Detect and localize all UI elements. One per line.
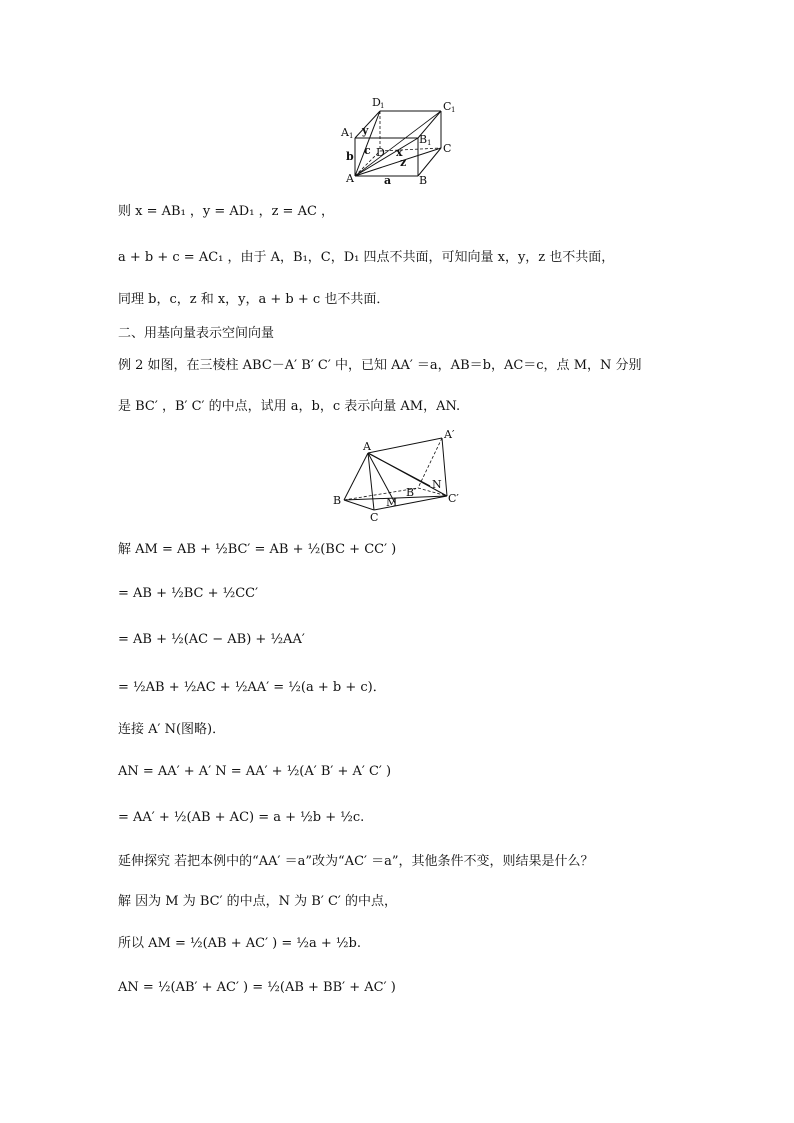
label-a1: A [341,126,349,139]
svg-text:1: 1 [427,139,432,147]
prism-figure [330,428,470,526]
cuboid-figure [338,96,458,186]
solution-line-7: = AA′ + ½(AB + AC) = a + ½b + ½c. [118,810,365,825]
vector-y-label: y [362,124,369,137]
prism-label-m: M [386,496,398,509]
solution-line-6: AN = AA′ + A′ N = AA′ + ½(A′ B′ + A′ C′ ) [118,764,392,779]
section-heading: 二、用基向量表示空间向量 [118,326,275,341]
example-2-line-1: 例 2 如图，在三棱柱 ABC－A′ B′ C′ 中，已知 AA′ ＝a，AB＝b，AC＝c，点 M，N 分别 [118,358,642,373]
label-d1: D [372,96,381,109]
label-b1: B [419,133,428,146]
extension-heading: 延伸探究 若把本例中的“AA′ ＝a”改为“AC′ ＝a”，其他条件不变，则结果是什么？ [118,854,594,869]
prism-label-c-prime: C′ [448,492,459,505]
text-line-2: a + b + c = AC₁ ，由于 A，B₁，C，D₁ 四点不共面，可知向量 x，y，z 也不共面， [118,250,615,265]
prism-label-b-prime: B′ [406,486,417,499]
vector-c-label: c [364,144,371,157]
label-c1: C [443,100,452,113]
vector-a-label: a [384,174,392,186]
label-a: A [346,172,354,185]
extension-solution-1: 解 因为 M 为 BC′ 的中点，N 为 B′ C′ 的中点， [118,894,397,909]
label-b: B [419,174,428,186]
solution-line-2: = AB + ½BC + ½CC′ [118,586,259,601]
svg-text:1: 1 [380,102,385,110]
prism-label-a-prime: A′ [444,428,455,441]
svg-text:1: 1 [451,106,456,114]
prism-label-b: B [333,494,342,507]
prism-label-c: C [370,511,379,524]
extension-solution-3: AN = ½(AB′ + AC′ ) = ½(AB + BB′ + AC′ ) [118,980,396,995]
label-d: D [376,146,385,159]
solution-line-4: = ½AB + ½AC + ½AA′ = ½(a + b + c)． [118,680,386,695]
vector-x-label: x [396,146,403,159]
extension-solution-2: 所以 AM = ½(AB + AC′ ) = ½a + ½b. [118,936,361,951]
solution-line-1: 解 AM = AB + ½BC′ = AB + ½(BC + CC′ ) [118,542,397,557]
label-c: C [443,142,452,155]
solution-line-3: = AB + ½(AC − AB) + ½AA′ [118,632,305,647]
vector-z-label: z [400,156,407,169]
prism-label-n: N [432,478,442,491]
vector-b-label: b [346,150,354,163]
text-line-3: 同理 b，c，z 和 x，y，a + b + c 也不共面． [118,292,390,307]
example-2-line-2: 是 BC′ ，B′ C′ 的中点，试用 a，b，c 表示向量 AM，AN. [118,399,461,414]
svg-text:1: 1 [349,132,354,140]
prism-label-a: A [363,440,371,453]
text-line-1: 则 x = AB₁ ，y = AD₁ ，z = AC ， [118,204,335,219]
solution-line-5: 连接 A′ N(图略)． [118,722,226,737]
